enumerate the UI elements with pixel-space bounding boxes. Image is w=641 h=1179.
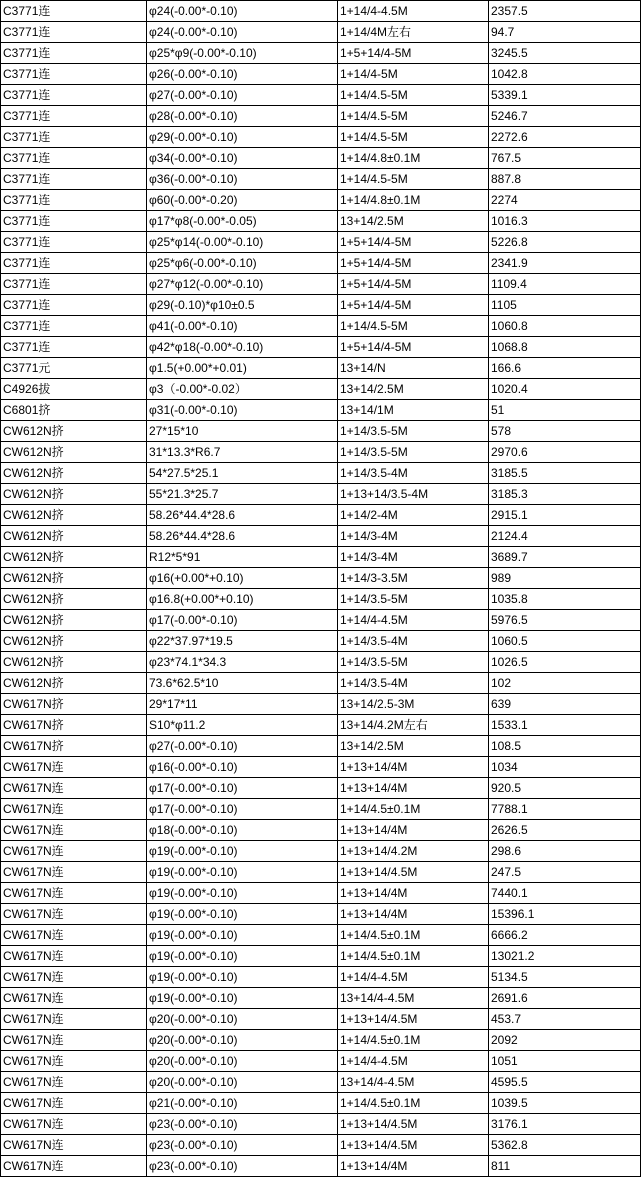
process-cell[interactable]: 1+14/3.5-4M [338,631,489,652]
weight-cell[interactable]: 453.7 [489,1009,641,1030]
table-row [1,988,641,1009]
spec-cell[interactable]: φ17(-0.00*-0.10) [147,610,338,631]
table-row [1,1051,641,1072]
process-cell[interactable]: 1+5+14/4-5M [338,274,489,295]
weight-cell[interactable]: 2341.9 [489,253,641,274]
table-row [1,694,641,715]
material-cell[interactable]: C3771连 [1,295,147,316]
weight-cell[interactable]: 1105 [489,295,641,316]
spec-cell[interactable]: 58.26*44.4*28.6 [147,526,338,547]
spec-cell[interactable]: φ27*φ12(-0.00*-0.10) [147,274,338,295]
table-row [1,1030,641,1051]
process-cell[interactable]: 1+14/3.5-5M [338,589,489,610]
process-cell[interactable]: 13+14/N [338,358,489,379]
table-row [1,526,641,547]
spec-cell[interactable]: 29*17*11 [147,694,338,715]
spec-cell[interactable]: φ29(-0.10)*φ10±0.5 [147,295,338,316]
table-row [1,43,641,64]
process-cell[interactable]: 1+14/4-4.5M [338,1,489,22]
spec-cell[interactable]: φ19(-0.00*-0.10) [147,841,338,862]
material-cell[interactable]: CW617N连 [1,967,147,988]
weight-cell[interactable]: 1034 [489,757,641,778]
weight-cell[interactable]: 811 [489,1156,641,1177]
material-cell[interactable]: CW612N挤 [1,484,147,505]
weight-cell[interactable]: 2970.6 [489,442,641,463]
material-cell[interactable]: C3771连 [1,169,147,190]
weight-cell[interactable]: 920.5 [489,778,641,799]
spec-cell[interactable]: φ23*74.1*34.3 [147,652,338,673]
table-row [1,799,641,820]
weight-cell[interactable]: 1060.8 [489,316,641,337]
material-cell[interactable]: CW612N挤 [1,568,147,589]
weight-cell[interactable]: 1039.5 [489,1093,641,1114]
process-cell[interactable]: 1+14/4.5±0.1M [338,1030,489,1051]
weight-cell[interactable]: 4595.5 [489,1072,641,1093]
material-cell[interactable]: CW612N挤 [1,589,147,610]
weight-cell[interactable]: 989 [489,568,641,589]
weight-cell[interactable]: 3689.7 [489,547,641,568]
weight-cell[interactable]: 7788.1 [489,799,641,820]
table-row [1,148,641,169]
material-cell[interactable]: C3771连 [1,337,147,358]
process-cell[interactable]: 13+14/1M [338,400,489,421]
table-row [1,169,641,190]
process-cell[interactable]: 1+13+14/4M [338,1156,489,1177]
material-cell[interactable]: CW612N挤 [1,673,147,694]
material-cell[interactable]: C3771连 [1,64,147,85]
material-cell[interactable]: C3771连 [1,1,147,22]
spec-cell[interactable]: 58.26*44.4*28.6 [147,505,338,526]
table-row [1,841,641,862]
spec-cell[interactable]: φ19(-0.00*-0.10) [147,946,338,967]
spec-cell[interactable]: φ27(-0.00*-0.10) [147,736,338,757]
spec-cell[interactable]: φ26(-0.00*-0.10) [147,64,338,85]
spec-cell[interactable]: φ19(-0.00*-0.10) [147,967,338,988]
process-cell[interactable]: 1+13+14/4.5M [338,862,489,883]
table-row [1,22,641,43]
process-cell[interactable]: 1+14/4-4.5M [338,967,489,988]
spec-cell[interactable]: 54*27.5*25.1 [147,463,338,484]
process-cell[interactable]: 1+14/3.5-4M [338,463,489,484]
weight-cell[interactable]: 15396.1 [489,904,641,925]
process-cell[interactable]: 1+14/3-4M [338,526,489,547]
table-row [1,883,641,904]
material-cell[interactable]: CW617N连 [1,820,147,841]
material-cell[interactable]: CW617N连 [1,1072,147,1093]
material-cell[interactable]: CW617N连 [1,988,147,1009]
table-row [1,253,641,274]
spec-cell[interactable]: φ36(-0.00*-0.10) [147,169,338,190]
material-cell[interactable]: CW612N挤 [1,652,147,673]
weight-cell[interactable]: 1109.4 [489,274,641,295]
table-row [1,946,641,967]
weight-cell[interactable]: 1020.4 [489,379,641,400]
table-row [1,967,641,988]
process-cell[interactable]: 1+13+14/4.5M [338,1135,489,1156]
material-cell[interactable]: CW617N连 [1,862,147,883]
table-row [1,1,641,22]
spec-cell[interactable]: φ25*φ9(-0.00*-0.10) [147,43,338,64]
spec-cell[interactable]: φ34(-0.00*-0.10) [147,148,338,169]
spec-cell[interactable]: φ31(-0.00*-0.10) [147,400,338,421]
weight-cell[interactable]: 166.6 [489,358,641,379]
table-row [1,1135,641,1156]
process-cell[interactable]: 1+14/3-3.5M [338,568,489,589]
weight-cell[interactable]: 298.6 [489,841,641,862]
process-cell[interactable]: 1+13+14/3.5-4M [338,484,489,505]
material-cell[interactable]: CW617N连 [1,1030,147,1051]
table-row [1,736,641,757]
spec-cell[interactable]: φ25*φ14(-0.00*-0.10) [147,232,338,253]
weight-cell[interactable]: 1035.8 [489,589,641,610]
material-cell[interactable]: CW617N连 [1,946,147,967]
process-cell[interactable]: 1+13+14/4M [338,757,489,778]
table-row [1,631,641,652]
process-cell[interactable]: 1+14/4-4.5M [338,1051,489,1072]
process-cell[interactable]: 1+5+14/4-5M [338,253,489,274]
weight-cell[interactable]: 2092 [489,1030,641,1051]
spec-cell[interactable]: φ29(-0.00*-0.10) [147,127,338,148]
spec-cell[interactable]: φ21(-0.00*-0.10) [147,1093,338,1114]
process-cell[interactable]: 1+14/4-4.5M [338,610,489,631]
process-cell[interactable]: 1+14/4.5±0.1M [338,925,489,946]
material-cell[interactable]: CW617N连 [1,883,147,904]
weight-cell[interactable]: 1026.5 [489,652,641,673]
spec-cell[interactable]: φ19(-0.00*-0.10) [147,904,338,925]
table-row [1,778,641,799]
weight-cell[interactable]: 13021.2 [489,946,641,967]
process-cell[interactable]: 1+14/4.5±0.1M [338,799,489,820]
table-row [1,358,641,379]
process-cell[interactable]: 1+13+14/4M [338,904,489,925]
table-row [1,715,641,736]
weight-cell[interactable]: 51 [489,400,641,421]
process-cell[interactable]: 13+14/2.5M [338,736,489,757]
weight-cell[interactable]: 2272.6 [489,127,641,148]
spec-cell[interactable]: φ17*φ8(-0.00*-0.05) [147,211,338,232]
spec-cell[interactable]: φ1.5(+0.00*+0.01) [147,358,338,379]
material-cell[interactable]: C3771连 [1,85,147,106]
process-cell[interactable]: 1+13+14/4M [338,820,489,841]
table-row [1,1093,641,1114]
material-cell[interactable]: C3771连 [1,253,147,274]
table-row [1,85,641,106]
weight-cell[interactable]: 1016.3 [489,211,641,232]
table-row [1,316,641,337]
process-cell[interactable]: 1+14/4.8±0.1M [338,148,489,169]
table-row [1,421,641,442]
weight-cell[interactable]: 2691.6 [489,988,641,1009]
process-cell[interactable]: 1+14/4.5-5M [338,106,489,127]
weight-cell[interactable]: 2626.5 [489,820,641,841]
process-cell[interactable]: 1+14/4M左右 [338,22,489,43]
spec-cell[interactable]: R12*5*91 [147,547,338,568]
table-row [1,589,641,610]
process-cell[interactable]: 1+14/4.5±0.1M [338,1093,489,1114]
weight-cell[interactable]: 1533.1 [489,715,641,736]
weight-cell[interactable]: 108.5 [489,736,641,757]
table-row [1,484,641,505]
weight-cell[interactable]: 5339.1 [489,85,641,106]
table-row [1,442,641,463]
spec-cell[interactable]: φ24(-0.00*-0.10) [147,22,338,43]
material-cell[interactable]: CW612N挤 [1,463,147,484]
material-cell[interactable]: CW612N挤 [1,631,147,652]
spec-cell[interactable]: φ17(-0.00*-0.10) [147,778,338,799]
table-row [1,463,641,484]
spec-cell[interactable]: φ3（-0.00*-0.02） [147,379,338,400]
weight-cell[interactable]: 3185.5 [489,463,641,484]
spec-cell[interactable]: φ17(-0.00*-0.10) [147,799,338,820]
process-cell[interactable]: 1+5+14/4-5M [338,295,489,316]
table-row [1,1072,641,1093]
weight-cell[interactable]: 2124.4 [489,526,641,547]
spec-cell[interactable]: S10*φ11.2 [147,715,338,736]
spec-cell[interactable]: φ19(-0.00*-0.10) [147,862,338,883]
table-row [1,337,641,358]
weight-cell[interactable]: 102 [489,673,641,694]
weight-cell[interactable]: 1042.8 [489,64,641,85]
weight-cell[interactable]: 6666.2 [489,925,641,946]
weight-cell[interactable]: 767.5 [489,148,641,169]
table-row [1,211,641,232]
process-cell[interactable]: 1+13+14/4M [338,778,489,799]
material-cell[interactable]: C3771连 [1,127,147,148]
spec-cell[interactable]: φ24(-0.00*-0.10) [147,1,338,22]
weight-cell[interactable]: 3185.3 [489,484,641,505]
weight-cell[interactable]: 5134.5 [489,967,641,988]
material-cell[interactable]: CW617N连 [1,757,147,778]
material-cell[interactable]: CW612N挤 [1,505,147,526]
process-cell[interactable]: 1+13+14/4M [338,883,489,904]
spec-cell[interactable]: φ20(-0.00*-0.10) [147,1030,338,1051]
table-row [1,64,641,85]
material-cell[interactable]: CW617N连 [1,778,147,799]
weight-cell[interactable]: 3245.5 [489,43,641,64]
weight-cell[interactable]: 578 [489,421,641,442]
process-cell[interactable]: 1+14/3.5-5M [338,652,489,673]
material-cell[interactable]: C3771连 [1,190,147,211]
spec-cell[interactable]: 27*15*10 [147,421,338,442]
process-cell[interactable]: 13+14/4.2M左右 [338,715,489,736]
weight-cell[interactable]: 887.8 [489,169,641,190]
spec-cell[interactable]: φ19(-0.00*-0.10) [147,988,338,1009]
weight-cell[interactable]: 639 [489,694,641,715]
process-cell[interactable]: 1+14/3-4M [338,547,489,568]
material-cell[interactable]: C3771连 [1,43,147,64]
table-row [1,1009,641,1030]
material-cell[interactable]: CW612N挤 [1,610,147,631]
weight-cell[interactable]: 2274 [489,190,641,211]
spec-cell[interactable]: φ16.8(+0.00*+0.10) [147,589,338,610]
process-cell[interactable]: 1+14/4-5M [338,64,489,85]
table-row [1,757,641,778]
weight-cell[interactable]: 1051 [489,1051,641,1072]
process-cell[interactable]: 1+14/4.5-5M [338,316,489,337]
table-row [1,274,641,295]
weight-cell[interactable]: 1060.5 [489,631,641,652]
spec-cell[interactable]: φ60(-0.00*-0.20) [147,190,338,211]
material-cell[interactable]: CW617N连 [1,799,147,820]
material-cell[interactable]: CW617N连 [1,925,147,946]
material-cell[interactable]: C3771连 [1,232,147,253]
table-row [1,106,641,127]
process-cell[interactable]: 1+14/4.8±0.1M [338,190,489,211]
spec-cell[interactable]: 55*21.3*25.7 [147,484,338,505]
material-cell[interactable]: CW617N连 [1,1114,147,1135]
material-cell[interactable]: CW612N挤 [1,526,147,547]
table-row [1,190,641,211]
material-cell[interactable]: CW617N挤 [1,715,147,736]
material-cell[interactable]: CW617N连 [1,904,147,925]
table-row [1,295,641,316]
process-cell[interactable]: 13+14/2.5M [338,211,489,232]
weight-cell[interactable]: 1068.8 [489,337,641,358]
process-cell[interactable]: 1+14/2-4M [338,505,489,526]
spec-cell[interactable]: φ23(-0.00*-0.10) [147,1114,338,1135]
process-cell[interactable]: 1+14/3.5-5M [338,442,489,463]
table-row [1,1156,641,1177]
table-row [1,820,641,841]
table-row [1,925,641,946]
material-cell[interactable]: CW617N连 [1,1051,147,1072]
material-cell[interactable]: CW617N挤 [1,694,147,715]
table-row [1,652,641,673]
material-cell[interactable]: CW617N连 [1,1135,147,1156]
spec-cell[interactable]: φ23(-0.00*-0.10) [147,1156,338,1177]
table-row [1,1114,641,1135]
material-cell[interactable]: C3771元 [1,358,147,379]
process-cell[interactable]: 1+13+14/4.2M [338,841,489,862]
weight-cell[interactable]: 5246.7 [489,106,641,127]
material-cell[interactable]: CW617N连 [1,1093,147,1114]
material-cell[interactable]: CW617N连 [1,1009,147,1030]
table-row [1,127,641,148]
spec-cell[interactable]: 31*13.3*R6.7 [147,442,338,463]
spec-cell[interactable]: φ20(-0.00*-0.10) [147,1009,338,1030]
process-cell[interactable]: 1+14/3.5-5M [338,421,489,442]
material-cell[interactable]: C3771连 [1,148,147,169]
spec-cell[interactable]: φ18(-0.00*-0.10) [147,820,338,841]
spec-cell[interactable]: φ16(-0.00*-0.10) [147,757,338,778]
process-cell[interactable]: 1+5+14/4-5M [338,232,489,253]
weight-cell[interactable]: 5226.8 [489,232,641,253]
table-row [1,862,641,883]
material-cell[interactable]: C6801挤 [1,400,147,421]
material-cell[interactable]: C3771连 [1,22,147,43]
table-row [1,400,641,421]
weight-cell[interactable]: 2357.5 [489,1,641,22]
table-row [1,568,641,589]
material-cell[interactable]: CW612N挤 [1,442,147,463]
process-cell[interactable]: 1+14/4.5-5M [338,85,489,106]
spec-cell[interactable]: φ41(-0.00*-0.10) [147,316,338,337]
table-body [1,1,641,1177]
weight-cell[interactable]: 94.7 [489,22,641,43]
weight-cell[interactable]: 247.5 [489,862,641,883]
process-cell[interactable]: 13+14/2.5-3M [338,694,489,715]
spec-cell[interactable]: φ28(-0.00*-0.10) [147,106,338,127]
material-cell[interactable]: C3771连 [1,211,147,232]
material-cell[interactable]: C3771连 [1,274,147,295]
process-cell[interactable]: 1+14/3.5-4M [338,673,489,694]
process-cell[interactable]: 1+5+14/4-5M [338,337,489,358]
spec-cell[interactable]: φ42*φ18(-0.00*-0.10) [147,337,338,358]
spec-cell[interactable]: φ27(-0.00*-0.10) [147,85,338,106]
spec-cell[interactable]: φ16(+0.00*+0.10) [147,568,338,589]
material-cell[interactable]: CW617N挤 [1,736,147,757]
spec-cell[interactable]: φ25*φ6(-0.00*-0.10) [147,253,338,274]
table-row [1,904,641,925]
process-cell[interactable]: 1+14/4.5-5M [338,127,489,148]
table-row [1,232,641,253]
weight-cell[interactable]: 3176.1 [489,1114,641,1135]
process-cell[interactable]: 13+14/2.5M [338,379,489,400]
spec-cell[interactable]: φ20(-0.00*-0.10) [147,1072,338,1093]
process-cell[interactable]: 1+5+14/4-5M [338,43,489,64]
spec-cell[interactable]: φ23(-0.00*-0.10) [147,1135,338,1156]
material-cell[interactable]: C3771连 [1,106,147,127]
material-cell[interactable]: CW612N挤 [1,421,147,442]
spec-cell[interactable]: 73.6*62.5*10 [147,673,338,694]
table-row [1,505,641,526]
material-cell[interactable]: CW612N挤 [1,547,147,568]
process-cell[interactable]: 13+14/4-4.5M [338,1072,489,1093]
table-row [1,547,641,568]
process-cell[interactable]: 1+13+14/4.5M [338,1009,489,1030]
material-cell[interactable]: CW617N连 [1,1156,147,1177]
material-cell[interactable]: CW617N连 [1,841,147,862]
table-row [1,673,641,694]
spec-cell[interactable]: φ20(-0.00*-0.10) [147,1051,338,1072]
table-row [1,379,641,400]
process-cell[interactable]: 13+14/4-4.5M [338,988,489,1009]
material-cell[interactable]: C4926拔 [1,379,147,400]
process-cell[interactable]: 1+13+14/4.5M [338,1114,489,1135]
weight-cell[interactable]: 2915.1 [489,505,641,526]
process-cell[interactable]: 1+14/4.5-5M [338,169,489,190]
weight-cell[interactable]: 5362.8 [489,1135,641,1156]
material-cell[interactable]: C3771连 [1,316,147,337]
weight-cell[interactable]: 7440.1 [489,883,641,904]
weight-cell[interactable]: 5976.5 [489,610,641,631]
table-row [1,610,641,631]
spec-cell[interactable]: φ22*37.97*19.5 [147,631,338,652]
spec-cell[interactable]: φ19(-0.00*-0.10) [147,883,338,904]
process-cell[interactable]: 1+14/4.5±0.1M [338,946,489,967]
spec-cell[interactable]: φ19(-0.00*-0.10) [147,925,338,946]
